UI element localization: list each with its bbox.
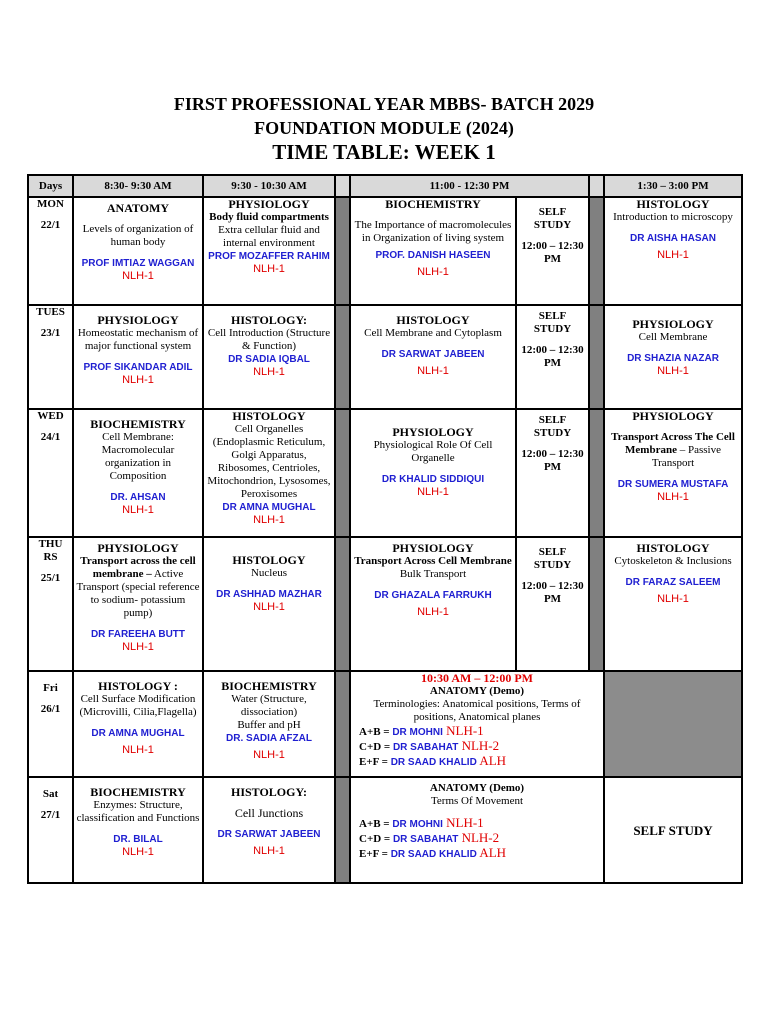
subject: PHYSIOLOGY [97,541,179,555]
group-row [353,754,601,769]
topic-text: Active Transport (special reference to sodium- potassium pump) [76,568,200,619]
break-column [335,671,350,777]
self-study-time: 12:00 – 12:30 PM [521,240,584,265]
group-venue: ALH [476,753,507,768]
session-cell [73,409,203,537]
group-row [353,724,601,739]
day-cell [28,409,73,537]
day-date: 27/1 [40,809,61,821]
teacher: PROF IMTIAZ WAGGAN [81,258,195,269]
topic: Terms Of Movement [430,795,524,807]
venue: NLH-1 [417,606,449,618]
topic: Cell Surface Modification (Microvilli, Cilia,Flagella) [79,693,197,718]
session-cell [73,197,203,305]
venue: NLH-1 [417,266,449,278]
break-column [335,777,350,883]
subject: HISTOLOGY [636,541,710,555]
teacher: DR AMNA MUGHAL [222,502,316,513]
topic: Homeostatic mechanism of major functional system [77,327,199,352]
self-study-label: SELF [538,414,567,426]
session-cell [73,537,203,671]
venue: NLH-1 [253,845,285,857]
venue: NLH-1 [122,641,154,653]
venue: NLH-1 [657,249,689,261]
venue: NLH-1 [657,365,689,377]
teacher: PROF SIKANDAR ADIL [83,362,193,373]
session-cell [203,671,335,777]
subject: BIOCHEMISTRY [221,679,317,693]
topic: Enzymes: Structure, classification and Functions [76,799,200,824]
self-study-cell [604,777,742,883]
topic: Extra cellular fluid and internal environment [218,224,320,249]
group-label: E+F = [359,848,391,860]
demo-cell [350,671,604,777]
venue: NLH-1 [657,593,689,605]
subject: HISTOLOGY [232,553,306,567]
day-date: 23/1 [40,327,61,339]
venue: NLH-1 [122,744,154,756]
topic: Cell Introduction (Structure & Function) [207,327,331,352]
topic: The Importance of macromolecules in Organization of living system [354,219,512,244]
subject: ANATOMY [106,201,170,215]
day-cell [28,197,73,305]
teacher: DR SARWAT JABEEN [217,829,321,840]
session-cell [350,409,516,537]
venue: NLH-1 [253,514,285,526]
col-header-slot3: 11:00 - 12:30 PM [350,175,589,197]
row-sat [28,777,742,883]
group-teacher: DR SAAD KHALID [390,757,477,768]
row-mon [28,197,742,305]
col-header-slot1: 8:30- 9:30 AM [73,175,203,197]
break-column [589,197,604,305]
teacher: DR FAREEHA BUTT [90,629,186,640]
day-date: 25/1 [40,572,61,584]
day-name: Sat [42,788,59,800]
topic: Cell Membrane [638,331,708,343]
self-study-cell [516,409,589,537]
topic: Cell Organelles (Endoplasmic Reticulum, Golgi Apparatus, Ribosomes, Centrioles, Mitochondrion, Lysosomes, Peroxisomes [207,423,331,500]
topic: Cell Membrane and Cytoplasm [364,327,502,339]
subject: BIOCHEMISTRY [385,197,481,211]
self-study-time: 12:00 – 12:30 PM [521,580,584,605]
session-cell [203,409,335,537]
doc-title-line3: TIME TABLE: WEEK 1 [272,140,496,164]
session-title: Body fluid compartments [209,211,329,223]
topic: Cell Junctions [234,806,304,820]
teacher: DR GHAZALA FARRUKH [374,590,492,601]
topic: Levels of organization of human body [82,223,194,248]
subject: BIOCHEMISTRY [90,785,186,799]
session-cell [203,305,335,409]
session-cell [73,777,203,883]
day-date: 26/1 [40,703,61,715]
self-study-label: SELF [538,546,567,558]
break-column [335,409,350,537]
group-row [353,831,601,846]
teacher: DR SARWAT JABEEN [381,349,485,360]
day-date: 22/1 [40,219,61,231]
group-teacher: DR SABAHAT [392,742,459,753]
self-study-time: 12:00 – 12:30 PM [521,448,584,473]
timetable [27,174,743,884]
teacher: DR SUMERA MUSTAFA [617,479,729,490]
subject: PHYSIOLOGY [632,409,714,423]
empty-cell [604,671,742,777]
row-tue [28,305,742,409]
session-cell [604,197,742,305]
teacher: PROF. DANISH HASEEN [375,250,491,261]
group-venue: NLH-2 [458,738,500,753]
subject: HISTOLOGY : [98,679,178,693]
group-label: A+B = [359,818,393,830]
break-column [589,537,604,671]
day-date: 24/1 [40,431,61,443]
session-cell [73,305,203,409]
doc-title-line2: FOUNDATION MODULE (2024) [254,118,514,138]
venue: NLH-1 [253,749,285,761]
self-study-cell [516,305,589,409]
group-venue: NLH-2 [458,830,500,845]
day-name: THU [38,538,63,550]
session-cell [73,671,203,777]
topic: Nucleus [250,567,288,579]
break-column [335,305,350,409]
break-column [589,305,604,409]
subject: BIOCHEMISTRY [90,417,186,431]
subject: PHYSIOLOGY [392,425,474,439]
session-cell [203,197,335,305]
teacher: DR SHAZIA NAZAR [627,353,719,364]
day-name: MON [37,198,64,210]
self-study-cell [516,537,589,671]
session-cell [350,305,516,409]
topic: Cell Membrane: Macromolecular organization in Composition [101,431,175,482]
group-venue: NLH-1 [442,815,484,830]
day-cell [28,671,73,777]
day-name: TUES [36,306,65,318]
self-study-label: SELF STUDY [633,822,713,838]
col-header-days: Days [28,175,73,197]
session-title-suffix: – Passive Transport [651,444,721,469]
topic: Bulk Transport [399,568,467,580]
self-study-time: 12:00 – 12:30 PM [521,344,584,369]
group-venue: NLH-1 [442,723,484,738]
subject: ANATOMY (Demo) [429,685,525,697]
session-cell [604,537,742,671]
break-column [335,175,350,197]
doc-title-line1: FIRST PROFESSIONAL YEAR MBBS- BATCH 2029 [173,94,595,114]
teacher: DR. AHSAN [110,492,166,503]
session-cell [604,409,742,537]
teacher: PROF MOZAFFER RAHIM [208,251,330,262]
teacher: DR. BILAL [113,834,163,845]
teacher: DR AMNA MUGHAL [91,728,185,739]
group-venue: ALH [476,845,507,860]
teacher: DR ASHHAD MAZHAR [216,589,322,600]
demo-time: 10:30 AM – 12:00 PM [421,671,533,685]
teacher: DR AISHA HASAN [630,233,716,244]
row-thu [28,537,742,671]
teacher: DR. SADIA AFZAL [226,733,312,744]
session-title: Transport across the cell membrane – [80,555,196,580]
teacher: DR KHALID SIDDIQUI [381,474,485,485]
break-column [589,409,604,537]
self-study-cell [516,197,589,305]
topic: Physiological Role Of Cell Organelle [373,439,493,464]
subject: PHYSIOLOGY [392,541,474,555]
group-row [353,816,601,831]
subject: HISTOLOGY [232,409,306,423]
break-column [589,175,604,197]
subject: HISTOLOGY: [230,313,308,327]
subject: PHYSIOLOGY [97,313,179,327]
group-label: C+D = [359,833,393,845]
day-cell [28,537,73,671]
day-name: Fri [43,682,58,694]
row-fri [28,671,742,777]
group-teacher: DR MOHNI [392,819,443,830]
break-column [335,197,350,305]
topic: Introduction to microscopy [613,211,733,223]
demo-cell [350,777,604,883]
header-row [28,175,742,197]
group-row [353,739,601,754]
col-header-slot2: 9:30 - 10:30 AM [203,175,335,197]
venue: NLH-1 [253,366,285,378]
topic: Terminologies: Anatomical positions, Terms of positions, Anatomical planes [373,698,581,723]
session-title [607,431,739,470]
break-column [335,537,350,671]
topic: Cytoskeleton & Inclusions [614,555,732,567]
venue: NLH-1 [122,504,154,516]
group-row [353,846,601,861]
topic [76,555,200,620]
self-study-label: SELF [538,310,567,322]
subject: PHYSIOLOGY [228,197,310,211]
group-teacher: DR SABAHAT [392,834,459,845]
group-label: E+F = [359,756,391,768]
row-wed [28,409,742,537]
session-cell [203,537,335,671]
venue: NLH-1 [253,601,285,613]
session-cell [350,197,516,305]
teacher: DR FARAZ SALEEM [625,577,721,588]
subject: HISTOLOGY [636,197,710,211]
self-study-label: SELF [538,206,567,218]
venue: NLH-1 [122,846,154,858]
day-name: WED [37,410,64,422]
group-teacher: DR MOHNI [392,727,443,738]
session-title-text: Transport Across The Cell Membrane [611,431,735,456]
venue: NLH-1 [417,365,449,377]
day-name-cont: RS [43,551,58,563]
self-study-label: STUDY [533,219,572,231]
topic-2: Buffer and pH [237,719,301,731]
group-teacher: DR SAAD KHALID [390,849,477,860]
subject: HISTOLOGY [396,313,470,327]
session-title: Transport Across Cell Membrane [354,555,512,567]
subject: HISTOLOGY: [230,785,308,799]
venue: NLH-1 [253,263,285,275]
group-label: A+B = [359,726,393,738]
venue: NLH-1 [417,486,449,498]
self-study-label: STUDY [533,559,572,571]
teacher: DR SADIA IQBAL [228,354,310,365]
venue: NLH-1 [657,491,689,503]
session-cell [203,777,335,883]
topic: Water (Structure, dissociation) [231,693,307,718]
group-label: C+D = [359,741,393,753]
col-header-slot4: 1:30 – 3:00 PM [604,175,742,197]
self-study-label: STUDY [533,323,572,335]
self-study-label: STUDY [533,427,572,439]
session-cell [604,305,742,409]
venue: NLH-1 [122,374,154,386]
session-cell [350,537,516,671]
day-cell [28,305,73,409]
subject: ANATOMY (Demo) [429,782,525,794]
venue: NLH-1 [122,270,154,282]
day-cell [28,777,73,883]
subject: PHYSIOLOGY [632,317,714,331]
